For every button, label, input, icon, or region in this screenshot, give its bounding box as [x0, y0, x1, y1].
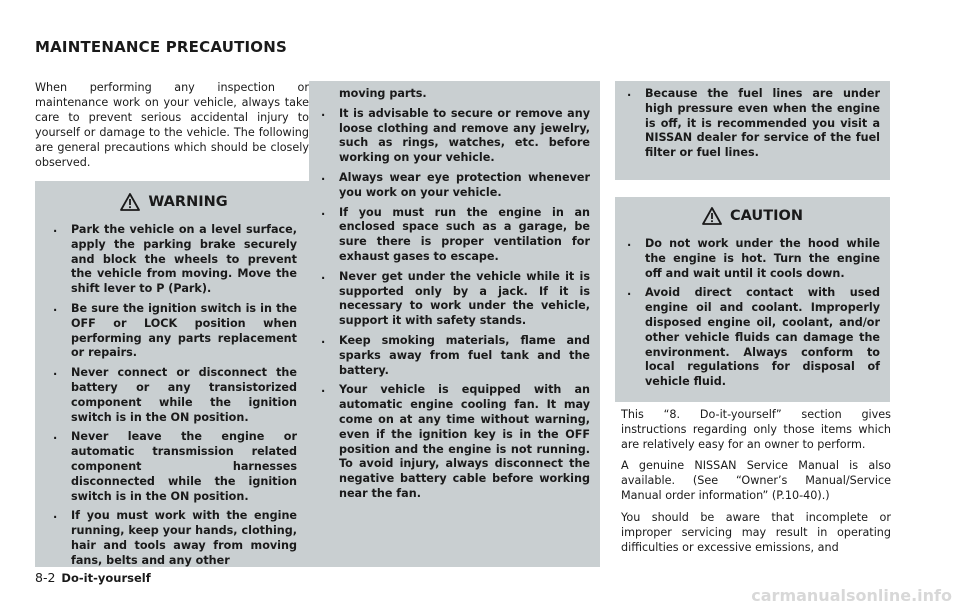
list-item: . Park the vehicle on a level surface, apply the parking brake securely and block the wheels to prevent the vehicle from moving. Move the shift lever to P (Park). — [51, 223, 297, 297]
body-paragraph: A genuine NISSAN Service Manual is also available. (See “Owner’s Manual/Service Manual order information” (P.10-40).) — [621, 459, 891, 503]
page-number: 8-2 — [35, 570, 56, 585]
list-item: . Keep smoking materials, flame and sparks away from fuel tank and the battery. — [319, 334, 590, 378]
page-title: MAINTENANCE PRECAUTIONS — [35, 38, 287, 56]
list-item: . Your vehicle is equipped with an automatic engine cooling fan. It may come on at any time without warning, even if the ignition key is in the OFF position and the engine is not running. To avoid injury, always disconnect the negative battery cable before working near the fan. — [319, 383, 590, 501]
intro-paragraph: When performing any inspection or maintenance work on your vehicle, always take care to prevent serious accidental injury to yourself or damage to the vehicle. The following are general precautions which should be closely observed. — [35, 81, 309, 170]
list-item: . Never connect or disconnect the battery or any transistorized component while the ignition switch is in the ON position. — [51, 366, 297, 425]
list-item: . Never get under the vehicle while it is supported only by a jack. If it is necessary to work under the vehicle, support it with safety stands. — [319, 270, 590, 329]
caution-heading — [625, 207, 880, 225]
warning-list-continued-2 — [625, 87, 880, 161]
caution-heading-label: CAUTION — [730, 208, 803, 224]
list-item: . Avoid direct contact with used engine oil and coolant. Improperly disposed engine oil, coolant, and/or other vehicle fluids can damage the environment. Always conform to local regulations for disposal of vehicle fluid. — [625, 286, 880, 390]
caution-panel — [615, 197, 890, 402]
warning-triangle-icon — [120, 193, 140, 211]
list-item-continuation: moving parts. — [339, 87, 427, 100]
watermark: carmanualsonline.info — [751, 586, 952, 605]
list-item: . If you must work with the engine running, keep your hands, clothing, hair and tools away from moving fans, belts and any other — [51, 509, 297, 568]
body-paragraph: This “8. Do-it-yourself” section gives instructions regarding only those items which are relatively easy for an owner to perform. — [621, 408, 891, 452]
warning-panel — [35, 181, 309, 567]
warning-panel-continued — [309, 81, 600, 567]
warning-heading-label: WARNING — [148, 194, 228, 210]
list-item: . It is advisable to secure or remove any loose clothing and remove any jewelry, such as rings, watches, etc. before working on your vehicle. — [319, 107, 590, 166]
body-paragraph: You should be aware that incomplete or improper servicing may result in operating difficulties or excessive emissions, and — [621, 510, 891, 554]
list-item: . Be sure the ignition switch is in the OFF or LOCK position when performing any parts replacement or repairs. — [51, 302, 297, 361]
caution-list — [625, 237, 880, 390]
warning-list-continued — [319, 87, 590, 502]
list-item: . If you must run the engine in an enclosed space such as a garage, be sure there is proper ventilation for exhaust gases to escape. — [319, 206, 590, 265]
warning-list — [51, 223, 297, 569]
page-footer — [35, 570, 151, 585]
warning-panel-continued-2 — [615, 81, 890, 180]
list-item: . Never leave the engine or automatic transmission related component harnesses disconnected while the ignition switch is in the ON position. — [51, 430, 297, 504]
list-item: . Always wear eye protection whenever you work on your vehicle. — [319, 171, 590, 201]
body-text — [621, 407, 891, 561]
section-name: Do-it-yourself — [61, 571, 151, 585]
list-item: . Do not work under the hood while the engine is hot. Turn the engine off and wait until it cools down. — [625, 237, 880, 281]
caution-triangle-icon — [702, 207, 722, 225]
warning-heading — [51, 193, 297, 211]
list-item: . Because the fuel lines are under high pressure even when the engine is off, it is recommended you visit a NISSAN dealer for service of the fuel filter or fuel lines. — [625, 87, 880, 161]
